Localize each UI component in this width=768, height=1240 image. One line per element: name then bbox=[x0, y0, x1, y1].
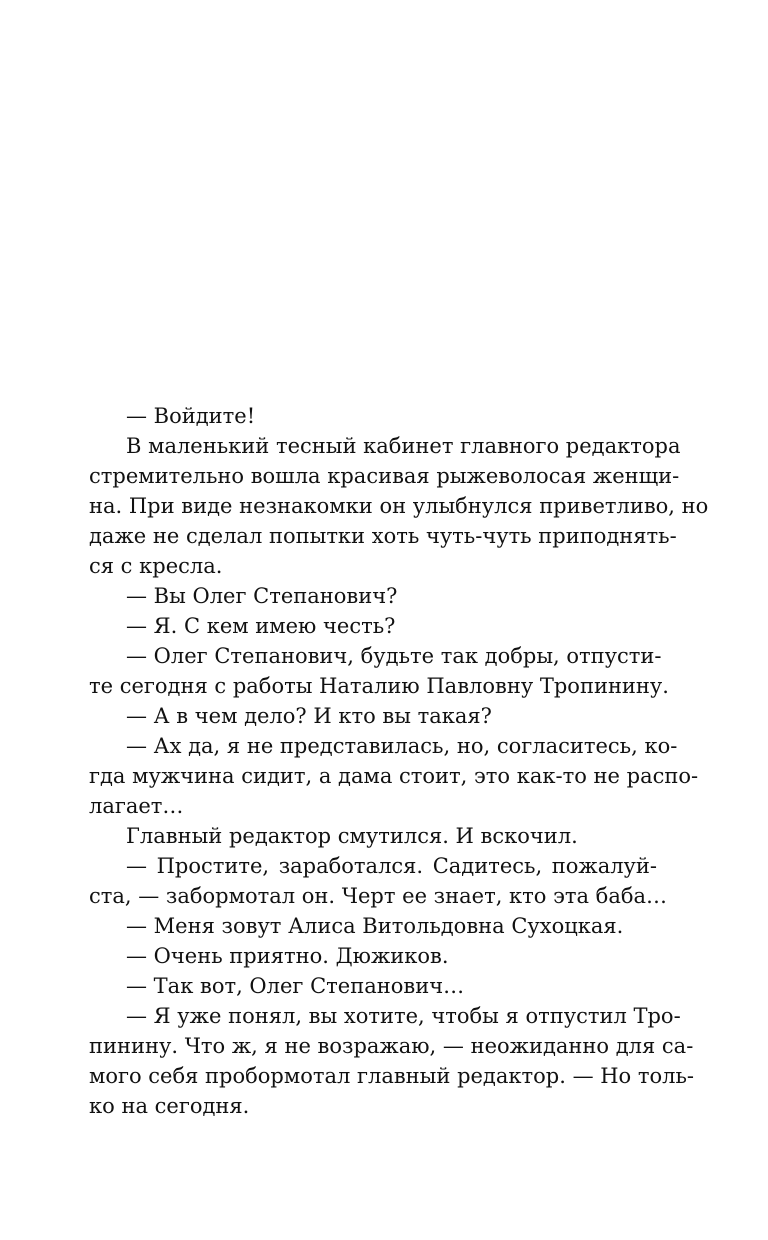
text-line: на. При виде незнакомки он улыбнулся приветливо, но bbox=[89, 494, 709, 518]
text-line: ко на сегодня. bbox=[89, 1094, 250, 1118]
text-line: ся с кресла. bbox=[89, 554, 223, 578]
text-line: — Я. С кем имею честь? bbox=[126, 614, 396, 638]
text-line: — Так вот, Олег Степанович… bbox=[126, 974, 465, 998]
body-text bbox=[89, 401, 709, 1121]
text-line: ста, — забормотал он. Черт ее знает, кто эта баба… bbox=[89, 884, 668, 908]
text-line: — Я уже понял, вы хотите, чтобы я отпустил Тро- bbox=[126, 1004, 681, 1028]
text-line: — Простите, заработался. Садитесь, пожалуй- bbox=[126, 854, 657, 878]
text-line: — Олег Степанович, будьте так добры, отпусти- bbox=[126, 644, 662, 668]
text-line: — А в чем дело? И кто вы такая? bbox=[126, 704, 492, 728]
text-line: — Очень приятно. Дюжиков. bbox=[126, 944, 449, 968]
text-line: гда мужчина сидит, а дама стоит, это как-то не распо- bbox=[89, 764, 699, 788]
text-line: Главный редактор смутился. И вскочил. bbox=[126, 824, 578, 848]
text-line: В маленький тесный кабинет главного редактора bbox=[126, 434, 681, 458]
text-line: даже не сделал попытки хоть чуть-чуть приподнять- bbox=[89, 524, 677, 548]
text-line: — Войдите! bbox=[126, 404, 256, 428]
text-line: — Меня зовут Алиса Витольдовна Сухоцкая. bbox=[126, 914, 624, 938]
text-line: лагает… bbox=[89, 794, 184, 818]
text-line: — Ах да, я не представилась, но, согласитесь, ко- bbox=[126, 734, 678, 758]
text-line: пинину. Что ж, я не возражаю, — неожиданно для са- bbox=[89, 1034, 694, 1058]
text-line: стремительно вошла красивая рыжеволосая женщи- bbox=[89, 464, 680, 488]
text-line: — Вы Олег Степанович? bbox=[126, 584, 398, 608]
text-line: мого себя пробормотал главный редактор. — Но толь- bbox=[89, 1064, 695, 1088]
text-line: те сегодня с работы Наталию Павловну Тропинину. bbox=[89, 674, 669, 698]
